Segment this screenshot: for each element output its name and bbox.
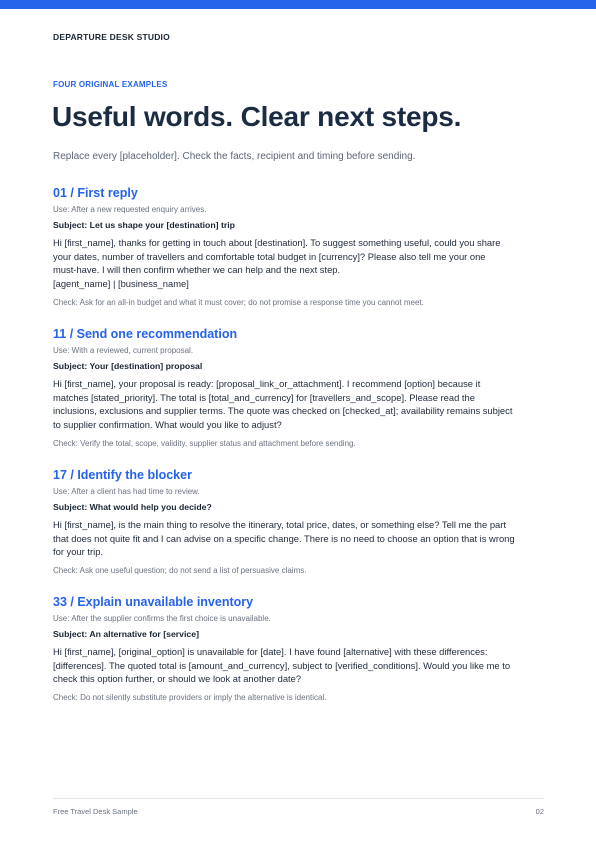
example-first-reply bbox=[53, 185, 545, 308]
body-line: must-have. I will then confirm whether we can help and the next step. bbox=[53, 264, 341, 276]
example-separator: / bbox=[66, 186, 78, 200]
example-subject: Subject: Your [destination] proposal bbox=[53, 361, 203, 371]
example-heading bbox=[53, 594, 545, 610]
footer-divider bbox=[53, 798, 544, 799]
example-check: Check: Verify the total, scope, validity, supplier status and attachment before sending. bbox=[53, 438, 356, 448]
page-number: 02 bbox=[535, 807, 544, 816]
example-subject: Subject: What would help you decide? bbox=[53, 502, 212, 512]
example-send-recommendation bbox=[53, 326, 545, 449]
example-use: Use: After the supplier confirms the first choice is unavailable. bbox=[53, 614, 271, 623]
body-line: matches [stated_priority]. The total is [total_and_currency] for [travellers_and_scope]. Please read the bbox=[53, 391, 475, 403]
example-identify-blocker bbox=[53, 467, 545, 576]
section-kicker: FOUR ORIGINAL EXAMPLES bbox=[53, 80, 168, 89]
body-line: Hi [first_name], thanks for getting in touch about [destination]. To suggest something useful, could you share bbox=[53, 237, 501, 248]
example-body bbox=[53, 645, 545, 686]
example-name: First reply bbox=[77, 186, 138, 200]
example-separator: / bbox=[66, 468, 78, 482]
example-use: Use: After a new requested enquiry arrives. bbox=[53, 205, 207, 214]
example-separator: / bbox=[66, 595, 78, 609]
example-name: Explain unavailable inventory bbox=[77, 595, 254, 609]
body-line: for your trip. bbox=[53, 546, 104, 558]
example-separator: / bbox=[66, 327, 77, 341]
example-check: Check: Do not silently substitute providers or imply the alternative is identical. bbox=[53, 693, 327, 703]
example-use: Use: After a client has had time to review. bbox=[53, 487, 200, 496]
intro-text: Replace every [placeholder]. Check the facts, recipient and timing before sending. bbox=[53, 151, 416, 162]
top-accent-bar bbox=[0, 0, 596, 9]
footer-text: Free Travel Desk Sample bbox=[53, 807, 138, 816]
body-line: inclusions, exclusions and supplier terms. The quote was checked on [checked_at]; availability remains subject bbox=[53, 405, 513, 417]
example-name: Send one recommendation bbox=[76, 327, 238, 341]
body-line: to supplier confirmation. What would you like to adjust? bbox=[53, 419, 282, 431]
body-line: that does not quite fit and I can advise on a specific change. There is no need to choose an option that is wrong bbox=[53, 532, 515, 544]
body-line: your dates, number of travellers and comfortable total budget in [currency]? Please also tell me your one bbox=[53, 250, 486, 262]
example-subject: Subject: An alternative for [service] bbox=[53, 629, 199, 639]
example-heading bbox=[53, 326, 545, 342]
body-line: Hi [first_name], is the main thing to resolve the itinerary, total price, dates, or something else? Tell me the part bbox=[53, 519, 506, 530]
example-subject: Subject: Let us shape your [destination] trip bbox=[53, 220, 235, 230]
example-heading bbox=[53, 467, 545, 483]
example-number: 01 bbox=[53, 186, 67, 200]
body-line: check this option further, or should we look at another date? bbox=[53, 673, 302, 685]
example-body bbox=[53, 377, 545, 432]
body-line: Hi [first_name], your proposal is ready: [proposal_link_or_attachment]. I recommend [option] because it bbox=[53, 378, 481, 389]
example-unavailable-inventory bbox=[53, 594, 545, 703]
example-number: 11 bbox=[53, 327, 67, 341]
example-heading bbox=[53, 185, 545, 201]
example-name: Identify the blocker bbox=[77, 468, 192, 482]
brand-name: DEPARTURE DESK STUDIO bbox=[53, 32, 170, 42]
example-number: 33 bbox=[53, 595, 67, 609]
example-use: Use: With a reviewed, current proposal. bbox=[53, 346, 194, 355]
body-line: Hi [first_name], [original_option] is unavailable for [date]. I have found [alternative] with these differences: bbox=[53, 646, 488, 657]
example-body bbox=[53, 518, 545, 559]
example-number: 17 bbox=[53, 468, 67, 482]
signature-line: [agent_name] | [business_name] bbox=[53, 278, 189, 290]
body-line: [differences]. The quoted total is [amount_and_currency], subject to [verified_conditions]. Would you like me to bbox=[53, 659, 511, 671]
example-check: Check: Ask one useful question; do not send a list of persuasive claims. bbox=[53, 566, 307, 576]
page-title: Useful words. Clear next steps. bbox=[52, 101, 462, 132]
example-check: Check: Ask for an all-in budget and what it must cover; do not promise a response time you cannot meet. bbox=[53, 297, 424, 307]
example-body bbox=[53, 236, 545, 291]
